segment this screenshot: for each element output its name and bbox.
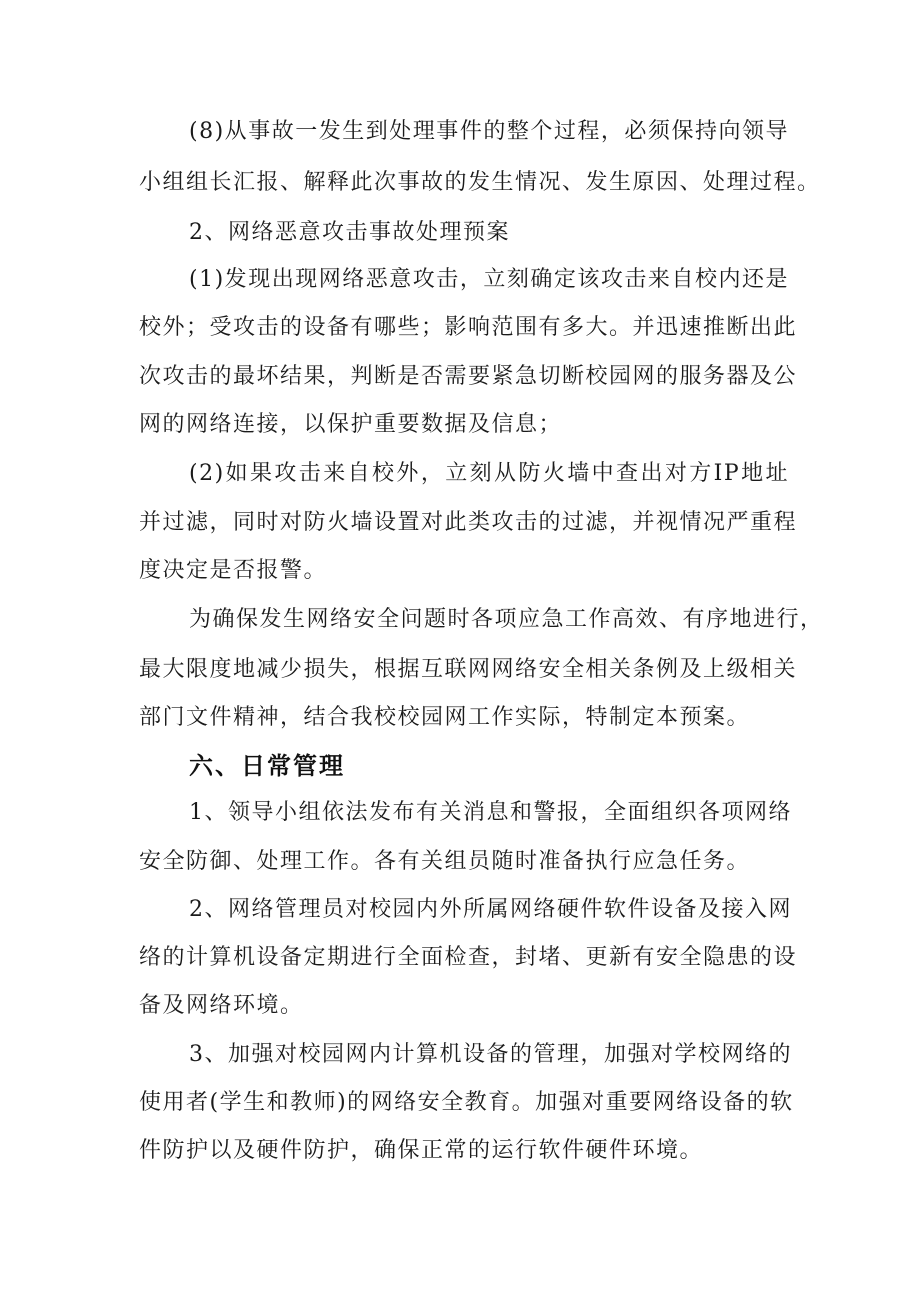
paragraph-purpose-line-2: 最大限度地减少损失，根据互联网网络安全相关条例及上级相关 [139,657,798,682]
paragraph-8-line-1: (8)从事故一发生到处理事件的整个过程，必须保持向领导 [189,119,789,144]
paragraph-1-line-4: 网的网络连接，以保护重要数据及信息； [139,412,563,437]
paragraph-2-line-2: 并过滤，同时对防火墙设置对此类攻击的过滤，并视情况严重程 [139,510,798,535]
item-3-line-2: 使用者(学生和教师)的网络安全教育。加强对重要网络设备的软 [139,1090,794,1115]
item-2-line-1: 2、网络管理员对校园内外所属网络硬件软件设备及接入网 [189,897,792,922]
item-3-line-1: 3、加强对校园网内计算机设备的管理，加强对学校网络的 [189,1042,792,1067]
paragraph-1-line-2: 校外；受攻击的设备有哪些；影响范围有多大。并迅速推断出此 [139,315,798,340]
item-1-line-2: 安全防御、处理工作。各有关组员随时准备执行应急任务。 [139,849,751,874]
paragraph-2-line-3: 度决定是否报警。 [139,558,328,583]
paragraph-1-line-1: (1)发现出现网络恶意攻击，立刻确定该攻击来自校内还是 [189,267,789,292]
item-3-line-3: 件防护以及硬件防护，确保正常的运行软件硬件环境。 [139,1138,704,1163]
item-2-line-2: 络的计算机设备定期进行全面检查，封堵、更新有安全隐患的设 [139,945,798,970]
section-2-title: 2、网络恶意攻击事故处理预案 [189,220,510,245]
paragraph-1-line-3: 次攻击的最坏结果，判断是否需要紧急切断校园网的服务器及公 [139,364,798,389]
paragraph-2-line-1: (2)如果攻击来自校外，立刻从防火墙中查出对方IP地址 [189,461,789,486]
paragraph-purpose-line-1: 为确保发生网络安全问题时各项应急工作高效、有序地进行， [189,607,824,632]
item-2-line-3: 备及网络环境。 [139,993,304,1018]
paragraph-purpose-line-3: 部门文件精神，结合我校校园网工作实际，特制定本预案。 [139,705,751,730]
paragraph-8-line-2: 小组组长汇报、解释此次事故的发生情况、发生原因、处理过程。 [139,170,821,195]
section-6-heading: 六、日常管理 [189,752,345,780]
item-1-line-1: 1、领导小组依法发布有关消息和警报，全面组织各项网络 [189,800,792,825]
